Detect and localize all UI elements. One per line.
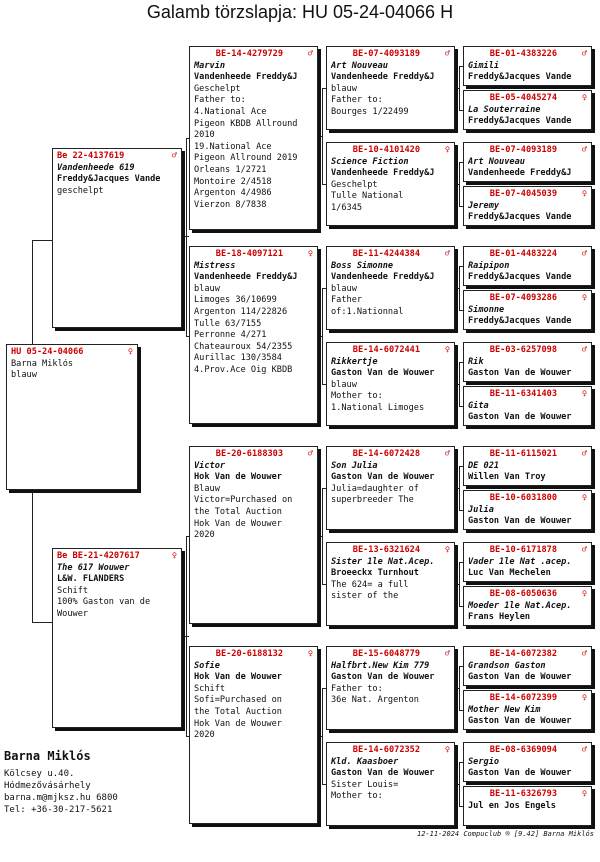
pigeon-name: DE 021 (468, 460, 500, 471)
ring-number: BE-13-6321624 (352, 545, 421, 555)
gen4-card[interactable] (463, 446, 592, 486)
owner-block (4, 748, 118, 816)
connector-line (318, 536, 322, 537)
pigeon-name: Sergio (468, 756, 500, 767)
info-line: 2010 (194, 130, 215, 141)
female-icon: ♀ (307, 249, 313, 259)
ring-number: BE-18-4097121 (215, 249, 284, 259)
ring-number: BE-07-4093189 (489, 145, 558, 155)
ring-number: BE-14-6072399 (489, 693, 558, 703)
ring-number: Be BE-21-4207617 (57, 551, 140, 561)
pigeon-name: La Souterraine (468, 104, 541, 115)
breeder-name: Freddy&Jacques Vande (468, 316, 572, 327)
connector-line (455, 384, 459, 385)
connector-line (459, 362, 460, 406)
gen4-card[interactable] (463, 742, 592, 782)
card-header (468, 589, 587, 601)
male-icon: ♂ (581, 249, 587, 259)
connector-line (32, 490, 33, 622)
male-icon: ♂ (307, 449, 313, 459)
breeder-name: Vandenheede Freddy&J (331, 168, 435, 179)
subject-card[interactable] (6, 344, 138, 490)
owner-line: Barna Miklós (11, 358, 74, 369)
info-line: Tulle National (331, 191, 404, 202)
card-header (468, 493, 587, 505)
breeder-name: Gaston Van de Wouwer (468, 412, 572, 423)
pigeon-name: Art Nouveau (331, 60, 388, 71)
ring-number: BE-20-6188303 (215, 449, 284, 459)
ring-number: Be 22-4137619 (57, 151, 125, 161)
breeder-name: Gaston Van de Wouwer (468, 516, 572, 527)
ring-number: BE-11-6341403 (489, 389, 558, 399)
info-line: Pigeon KBDB Allround (194, 118, 298, 129)
breeder-name: Gaston Van de Wouwer (468, 768, 572, 779)
male-icon: ♂ (581, 545, 587, 555)
breeder-name: Willen Van Troy (468, 472, 546, 483)
card-header (331, 249, 450, 261)
connector-line (459, 466, 460, 510)
pigeon-name: Gita (468, 400, 489, 411)
connector-line (318, 736, 322, 737)
gen3-card[interactable] (326, 542, 455, 626)
info-line: 4.Prov.Ace Oig KBDB (194, 364, 293, 375)
breeder-name: Jul en Jos Engels (468, 800, 556, 811)
pigeon-name: Science Fiction (331, 156, 409, 167)
info-line: Pigeon Allround 2019 (194, 153, 298, 164)
gen4-card[interactable] (463, 646, 592, 686)
pigeon-name: Mother New Kim (468, 704, 541, 715)
pigeon-name: Julia (468, 504, 494, 515)
breeder-name: Freddy&Jacques Vande (468, 72, 572, 83)
info-line: Perronne 4/271 (194, 330, 267, 341)
gen2-card[interactable] (189, 46, 318, 230)
pigeon-name: Sofie (194, 660, 220, 671)
ring-number: BE-10-4101420 (352, 145, 421, 155)
ring-number: BE-03-6257098 (489, 345, 558, 355)
breeder-name: Luc Van Mechelen (468, 568, 551, 579)
gen3-card[interactable] (326, 742, 455, 826)
female-icon: ♀ (581, 93, 587, 103)
connector-line (455, 184, 459, 185)
male-icon: ♂ (444, 449, 450, 459)
card-header (331, 145, 450, 157)
ring-number: BE-14-6072352 (352, 745, 421, 755)
breeder-name: Gaston Van de Wouwer (331, 472, 435, 483)
info-line: blauw (331, 83, 357, 94)
father-header (57, 151, 177, 163)
color-line: blauw (11, 370, 37, 381)
male-icon: ♂ (581, 745, 587, 755)
female-icon: ♀ (307, 649, 313, 659)
pigeon-name: Mistress (194, 260, 236, 271)
info-line: blauw (331, 283, 357, 294)
info-line: Vierzon 8/7838 (194, 199, 267, 210)
pigeon-name: Halfbrt.New Kim 779 (331, 660, 430, 671)
pigeon-name: Raipipon (468, 260, 510, 271)
ring-number: BE-11-6115021 (489, 449, 558, 459)
info-line: The 624= a full (331, 579, 409, 590)
connector-line (318, 136, 322, 137)
ring-number: BE-11-6326793 (489, 789, 558, 799)
pigeon-name: Victor (194, 460, 226, 471)
breeder-name: L&W. FLANDERS (57, 574, 125, 585)
male-icon: ♂ (581, 649, 587, 659)
connector-line (32, 622, 52, 623)
pigeon-name: Moeder 1le Nat.Acep. (468, 600, 572, 611)
connector-line (322, 88, 323, 184)
card-header (468, 345, 587, 357)
gen2-card[interactable] (189, 646, 318, 824)
connector-line (459, 666, 460, 710)
female-icon: ♀ (581, 389, 587, 399)
owner-phone: Tel: +36-30-217-5621 (4, 805, 113, 815)
info-line: 2020 (194, 730, 215, 741)
card-header (194, 249, 313, 261)
info-line: Schift (57, 585, 89, 596)
gen3-card[interactable] (326, 246, 455, 330)
breeder-name: Gaston Van de Wouwer (468, 716, 572, 727)
info-line: the Total Auction (194, 706, 282, 717)
gen4-card[interactable] (463, 46, 592, 86)
pigeon-name: Rikkertje (331, 356, 378, 367)
ring-number: BE-07-4093189 (352, 49, 421, 59)
male-icon: ♂ (581, 49, 587, 59)
connector-line (455, 88, 459, 89)
ring-number: BE-10-6171878 (489, 545, 558, 555)
gen3-card[interactable] (326, 446, 455, 530)
card-header (468, 545, 587, 557)
female-icon: ♀ (581, 293, 587, 303)
breeder-name: Gaston Van de Wouwer (331, 672, 435, 683)
info-line: the Total Auction (194, 506, 282, 517)
info-line: 19.National Ace (194, 141, 272, 152)
female-icon: ♀ (581, 789, 587, 799)
pigeon-name: Son Julia (331, 460, 378, 471)
gen4-card[interactable] (463, 786, 592, 826)
gen4-card[interactable] (463, 142, 592, 182)
breeder-name: Frans Heylen (468, 612, 531, 623)
breeder-name: Vandenheede Freddy&J (468, 168, 572, 179)
ring-number: HU 05-24-04066 (11, 347, 84, 357)
female-icon: ♀ (581, 589, 587, 599)
male-icon: ♂ (581, 345, 587, 355)
owner-name: Barna Miklós (4, 749, 91, 763)
info-line: Father to: (194, 95, 246, 106)
connector-line (322, 288, 323, 384)
info-line: Hok Van de Wouwer (194, 718, 282, 729)
ring-number: BE-10-6031800 (489, 493, 558, 503)
info-line: 36e Nat. Argenton (331, 695, 419, 706)
connector-line (182, 236, 189, 237)
info-line: Hok Van de Wouwer (194, 518, 282, 529)
breeder-name: Gaston Van de Wouwer (468, 672, 572, 683)
pigeon-name: Marvin (194, 60, 226, 71)
breeder-name: Gaston Van de Wouwer (331, 368, 435, 379)
breeder-name: Freddy&Jacques Vande (468, 212, 572, 223)
card-header (331, 545, 450, 557)
ring-number: BE-14-6072441 (352, 345, 421, 355)
breeder-name: Vandenheede Freddy&J (194, 72, 298, 83)
connector-line (455, 688, 459, 689)
card-header (331, 649, 450, 661)
info-line: Sofi=Purchased on (194, 695, 282, 706)
ring-number: BE-01-4483224 (489, 249, 558, 259)
ring-number: BE-11-4244384 (352, 249, 421, 259)
female-icon: ♀ (444, 345, 450, 355)
female-icon: ♀ (581, 493, 587, 503)
gen3-card[interactable] (326, 342, 455, 426)
connector-line (32, 240, 52, 241)
gen4-card[interactable] (463, 490, 592, 530)
info-line: Argenton 4/4986 (194, 188, 272, 199)
owner-city: Hódmezővásárhely (4, 781, 91, 791)
info-line: Schift (194, 683, 226, 694)
pigeon-name: Art Nouveau (468, 156, 525, 167)
card-header (468, 745, 587, 757)
info-line: Father to: (331, 95, 383, 106)
ring-number: BE-05-4045274 (489, 93, 558, 103)
ring-number: BE-07-4045039 (489, 189, 558, 199)
female-icon: ♀ (581, 693, 587, 703)
male-icon: ♂ (307, 49, 313, 59)
info-line: 2020 (194, 530, 215, 541)
breeder-name: Gaston Van de Wouwer (468, 368, 572, 379)
gen3-card[interactable] (326, 46, 455, 130)
info-line: Argenton 114/22826 (194, 306, 288, 317)
card-header (468, 789, 587, 801)
breeder-name: Hok Van de Wouwer (194, 472, 282, 483)
info-line: Mother to: (331, 391, 383, 402)
connector-line (455, 488, 459, 489)
ring-number: BE-15-6048779 (352, 649, 421, 659)
card-header (331, 49, 450, 61)
info-line: 1/6345 (331, 202, 363, 213)
page-title: Galamb törzslapja: HU 05-24-04066 H (146, 2, 454, 22)
info-line: Geschelpt (194, 83, 241, 94)
info-line: Limoges 36/10699 (194, 295, 277, 306)
info-line: geschelpt (57, 185, 104, 196)
info-line: 100% Gaston van de (57, 597, 151, 608)
connector-line (459, 562, 460, 606)
info-line: Bourges 1/22499 (331, 106, 409, 117)
card-header (468, 249, 587, 261)
card-header (468, 389, 587, 401)
info-line: 4.National Ace (194, 106, 267, 117)
male-icon: ♂ (444, 49, 450, 59)
breeder-name: Gaston Van de Wouwer (331, 768, 435, 779)
info-line: Orleans 1/2721 (194, 164, 267, 175)
owner-address: Kölcsey u.40. (4, 769, 75, 779)
breeder-name: Freddy&Jacques Vande (468, 116, 572, 127)
info-line: Aurillac 130/3584 (194, 353, 282, 364)
breeder-name: Freddy&Jacques Vande (57, 174, 161, 185)
father-card[interactable] (52, 148, 182, 328)
gen2-card[interactable] (189, 446, 318, 624)
pigeon-name: Gimili (468, 60, 500, 71)
card-header (468, 189, 587, 201)
gen4-card[interactable] (463, 290, 592, 330)
breeder-name: Broeeckx Turnhout (331, 568, 419, 579)
pigeon-name: Vader 1le Nat .acep. (468, 556, 572, 567)
connector-line (322, 688, 323, 784)
info-line: 1.National Limoges (331, 402, 425, 413)
female-icon: ♀ (127, 347, 133, 357)
card-header (331, 745, 450, 757)
mother-header (57, 551, 177, 563)
ring-number: BE-01-4383226 (489, 49, 558, 59)
pigeon-name: Rik (468, 356, 484, 367)
gen4-card[interactable] (463, 542, 592, 582)
connector-line (459, 266, 460, 310)
male-icon: ♂ (444, 649, 450, 659)
connector-line (459, 66, 460, 110)
ring-number: BE-07-4093286 (489, 293, 558, 303)
pigeon-name: Simonne (468, 304, 505, 315)
pigeon-name: Grandson Gaston (468, 660, 546, 671)
pigeon-name: The 617 Wouwer (57, 562, 130, 573)
info-line: Father (331, 295, 363, 306)
card-header (468, 693, 587, 705)
gen4-card[interactable] (463, 690, 592, 730)
info-line: blauw (331, 379, 357, 390)
info-line: superbreeder The (331, 495, 414, 506)
gen4-card[interactable] (463, 386, 592, 426)
info-line: Wouwer (57, 608, 89, 619)
card-header (194, 49, 313, 61)
info-line: Sister Louis= (331, 779, 399, 790)
female-icon: ♀ (444, 545, 450, 555)
card-header (331, 449, 450, 461)
card-header (194, 449, 313, 461)
connector-line (322, 488, 323, 584)
owner-email: barna.m@mjksz.hu 6800 (4, 793, 118, 803)
female-icon: ♀ (171, 551, 177, 561)
mother-card[interactable] (52, 548, 182, 728)
pigeon-name: Boss Simonne (331, 260, 394, 271)
pigeon-name: Jeremy (468, 200, 500, 211)
pigeon-name: Sister 1le Nat.Acep. (331, 556, 435, 567)
breeder-name: Vandenheede Freddy&J (194, 272, 298, 283)
male-icon: ♂ (581, 449, 587, 459)
connector-line (455, 288, 459, 289)
info-line: Blauw (194, 483, 220, 494)
ring-number: BE-20-6188132 (215, 649, 284, 659)
card-header (468, 145, 587, 157)
gen4-card[interactable] (463, 586, 592, 626)
card-header (194, 649, 313, 661)
card-header (331, 345, 450, 357)
gen2-card[interactable] (189, 246, 318, 424)
connector-line (318, 336, 322, 337)
info-line: of:1.Nationnal (331, 306, 404, 317)
connector-line (186, 138, 187, 336)
subject-header (11, 347, 133, 359)
gen4-card[interactable] (463, 246, 592, 286)
footer: 12-11-2024 Compuclub ® [9.42] Barna Miklós (416, 830, 594, 838)
gen3-card[interactable] (326, 142, 455, 226)
info-line: Victor=Purchased on (194, 495, 293, 506)
gen4-card[interactable] (463, 186, 592, 226)
connector-line (455, 584, 459, 585)
card-header (468, 293, 587, 305)
ring-number: BE-08-6369094 (489, 745, 558, 755)
ring-number: BE-14-4279729 (215, 49, 284, 59)
breeder-name: Freddy&Jacques Vande (468, 272, 572, 283)
breeder-name: Vandenheede Freddy&J (331, 72, 435, 83)
connector-line (459, 762, 460, 806)
card-header (468, 649, 587, 661)
ring-number: BE-14-6072382 (489, 649, 558, 659)
connector-line (459, 162, 460, 206)
info-line: blauw (194, 283, 220, 294)
info-line: Geschelpt (331, 179, 378, 190)
info-line: Father to: (331, 683, 383, 694)
card-header (468, 49, 587, 61)
info-line: Tulle 63/7155 (194, 318, 262, 329)
breeder-name: Vandenheede Freddy&J (331, 272, 435, 283)
female-icon: ♀ (444, 145, 450, 155)
info-line: Chateauroux 54/2355 (194, 341, 293, 352)
connector-line (32, 240, 33, 346)
card-header (468, 449, 587, 461)
female-icon: ♀ (444, 745, 450, 755)
gen3-card[interactable] (326, 646, 455, 730)
card-header (468, 93, 587, 105)
connector-line (455, 784, 459, 785)
ring-number: BE-08-6050636 (489, 589, 558, 599)
info-line: Mother to: (331, 791, 383, 802)
male-icon: ♂ (444, 249, 450, 259)
gen4-card[interactable] (463, 90, 592, 130)
info-line: Julia=daughter of (331, 483, 419, 494)
male-icon: ♂ (581, 145, 587, 155)
female-icon: ♀ (581, 189, 587, 199)
pigeon-name: Vandenheede 619 (57, 162, 135, 173)
pigeon-name: Kld. Kaasboer (331, 756, 399, 767)
male-icon: ♂ (171, 151, 177, 161)
ring-number: BE-14-6072428 (352, 449, 421, 459)
info-line: Montoire 2/4518 (194, 176, 272, 187)
info-line: sister of the (331, 591, 399, 602)
breeder-name: Hok Van de Wouwer (194, 672, 282, 683)
gen4-card[interactable] (463, 342, 592, 382)
connector-line (182, 636, 189, 637)
